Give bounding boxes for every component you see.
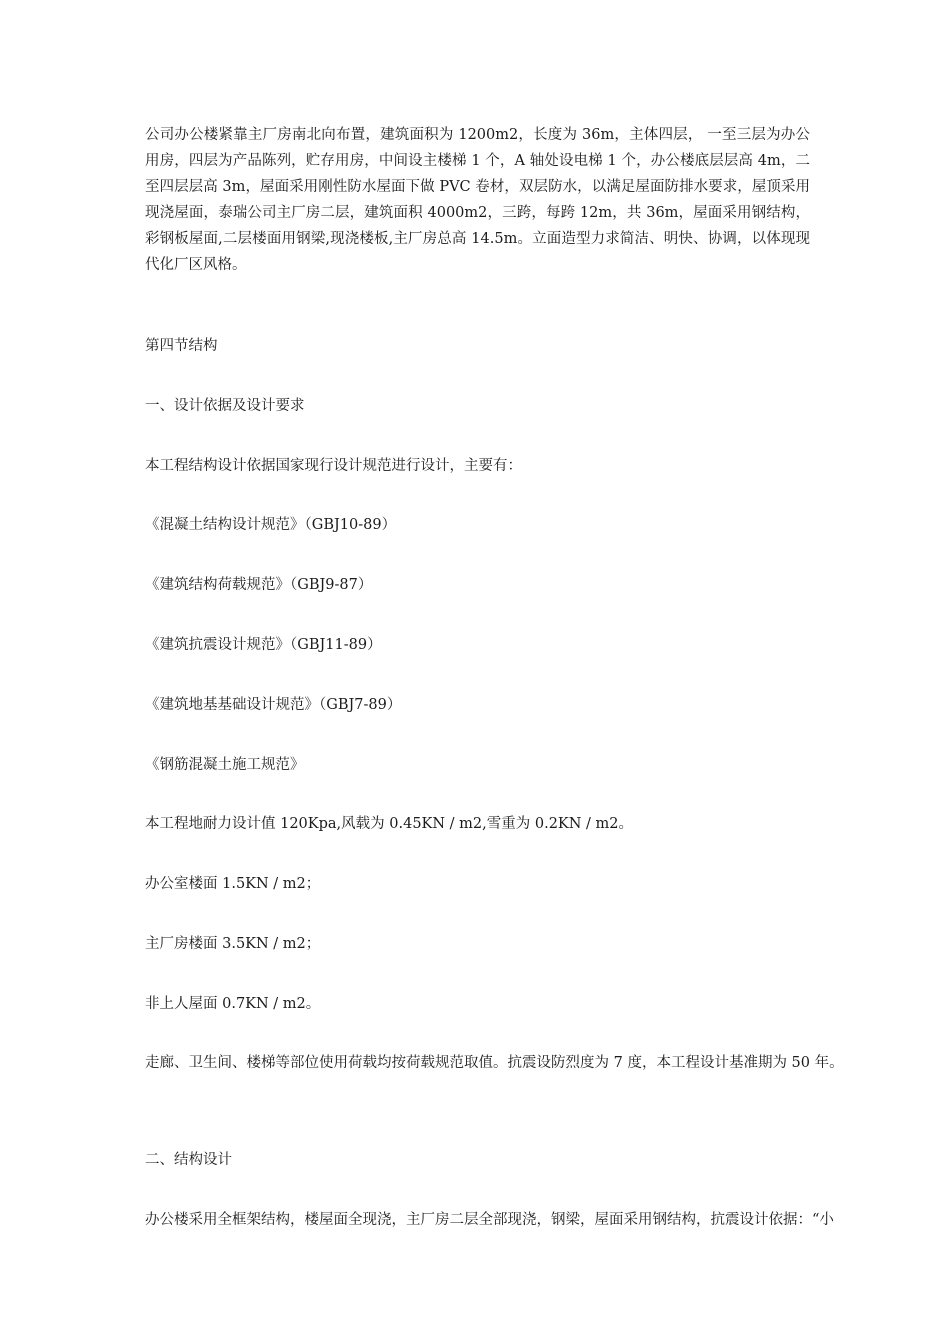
code-item-seismic: 《建筑抗震设计规范》（GBJ11-89） bbox=[145, 637, 382, 653]
load-roof: 非上人屋面 0.7KN / m2。 bbox=[145, 996, 321, 1012]
code-item-foundation: 《建筑地基基础设计规范》（GBJ7-89） bbox=[145, 697, 402, 713]
design-basis-intro: 本工程结构设计依据国家现行设计规范进行设计，主要有： bbox=[145, 458, 522, 474]
load-main-plant-floor: 主厂房楼面 3.5KN / m2； bbox=[145, 936, 321, 952]
seismic-note: 走廊、卫生间、楼梯等部位使用荷载均按荷载规范取值。抗震设防烈度为 7 度，本工程设计基准期为 50 年。 bbox=[145, 1055, 844, 1071]
subsection-heading-structural-design: 二、结构设计 bbox=[145, 1152, 232, 1168]
code-item-loads: 《建筑结构荷载规范》（GBJ9-87） bbox=[145, 577, 373, 593]
code-item-construction: 《钢筋混凝土施工规范》 bbox=[145, 757, 305, 773]
structure-paragraph: 办公楼采用全框架结构，楼屋面全现浇，主厂房二层全部现浇，钢梁，屋面采用钢结构，抗震设计依据：“小 bbox=[145, 1212, 834, 1228]
soil-wind-snow-values: 本工程地耐力设计值 120Kpa,风载为 0.45KN / m2,雪重为 0.2KN / m2。 bbox=[145, 816, 634, 832]
intro-paragraph: 公司办公楼紧靠主厂房南北向布置，建筑面积为 1200m2，长度为 36m，主体四层， 一至三层为办公用房，四层为产品陈列，贮存用房，中间设主楼梯 1 个，A 轴处设电梯 1 个，办公楼底层层高 4m，二至四层层高 3m，屋面采用刚性防水屋面下做 PVC 卷材，双层防水，以满足屋面防排水要求，屋顶采用现浇屋面，泰瑞公司主厂房二层，建筑面积 4000m2，三跨，每跨 12m，共 36m，屋面采用钢结构，彩钢板屋面,二层楼面用钢梁,现浇楼板,主厂房总高 14.5m。立面造型力求简洁、明快、协调，以体现现代化厂区风格。 bbox=[145, 127, 810, 273]
code-item-concrete: 《混凝土结构设计规范》（GBJ10-89） bbox=[145, 517, 397, 533]
section-heading: 第四节结构 bbox=[145, 338, 218, 354]
load-office-floor: 办公室楼面 1.5KN / m2； bbox=[145, 876, 321, 892]
subsection-heading-design-basis: 一、设计依据及设计要求 bbox=[145, 398, 305, 414]
